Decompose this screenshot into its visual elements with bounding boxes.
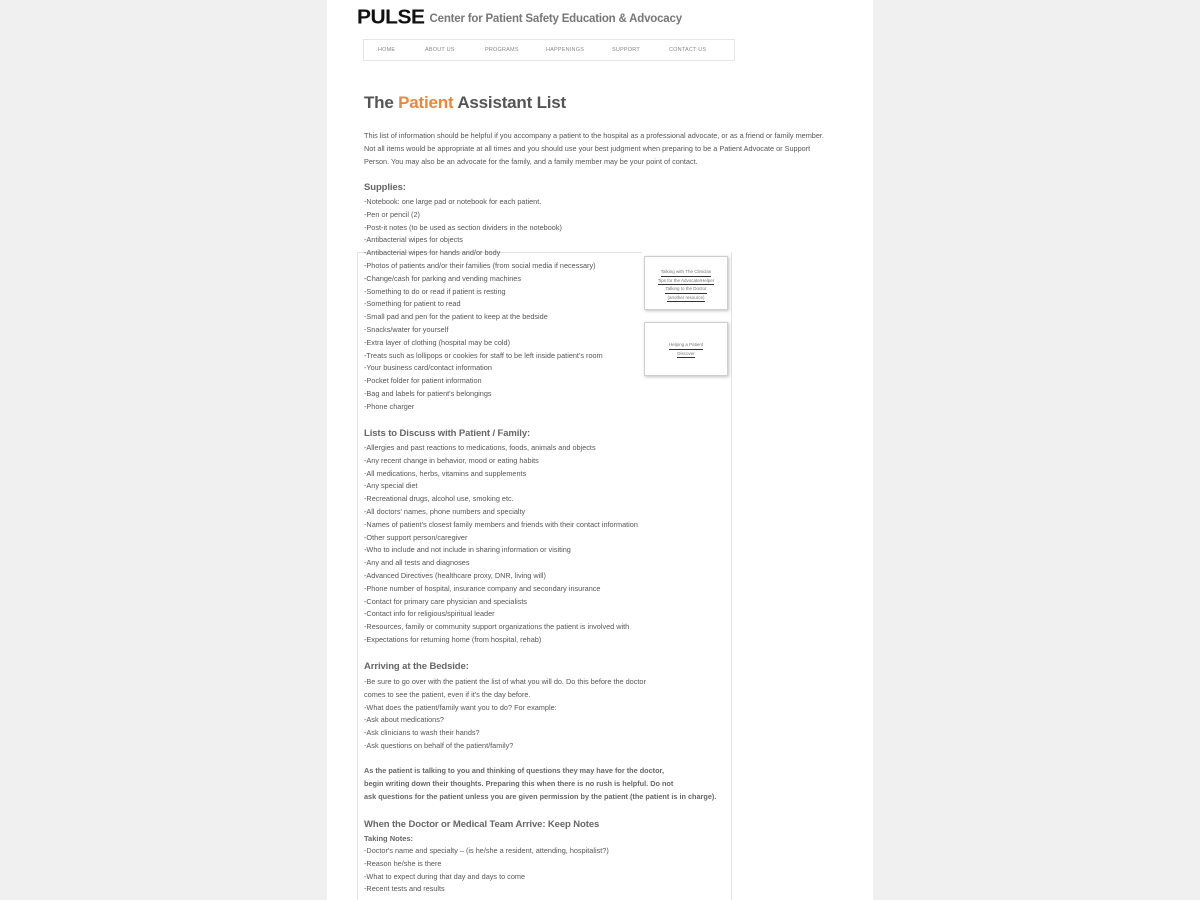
- list-item: -All medications, herbs, vitamins and supplements: [364, 468, 527, 478]
- card1-link-3[interactable]: Talking to the Doctor: [645, 286, 727, 295]
- nav-item-about-us[interactable]: ABOUT US: [425, 47, 455, 53]
- related-link-card-2[interactable]: [644, 322, 728, 376]
- card1-link-2[interactable]: Tips for the Advocate/Helper: [645, 278, 727, 287]
- list-item: -Phone charger: [364, 401, 415, 411]
- discuss-heading: Lists to Discuss with Patient / Family:: [364, 428, 531, 439]
- list-item: -Who to include and not include in sharing information or visiting: [364, 545, 571, 555]
- list-item: -Phone number of hospital, insurance company and secondary insurance: [364, 583, 601, 593]
- list-item: -Photos of patients and/or their families (from social media if necessary): [364, 260, 596, 270]
- list-item: -Ask questions on behalf of the patient/family?: [364, 740, 514, 750]
- list-item: -Change/cash for parking and vending machines: [364, 273, 521, 283]
- list-item: -Advanced Directives (healthcare proxy, DNR, living will): [364, 570, 546, 580]
- list-item: -Ask about medications?: [364, 715, 444, 725]
- bedside-note-line: As the patient is talking to you and thinking of questions they may have for the doctor,: [364, 766, 665, 775]
- doctor-heading: When the Doctor or Medical Team Arrive: Keep Notes: [364, 819, 600, 830]
- supplies-list: [364, 196, 603, 414]
- list-item: -Post-it notes (to be used as section dividers in the notebook): [364, 222, 562, 232]
- list-item: -Pocket folder for patient information: [364, 376, 482, 386]
- list-item: -Bag and labels for patient's belongings: [364, 388, 492, 398]
- list-item: -Recreational drugs, alcohol use, smoking etc.: [364, 494, 514, 504]
- list-item: -Antibacterial wipes for hands and/or body: [364, 248, 501, 258]
- supplies-heading: Supplies:: [364, 182, 406, 193]
- title-part2: Assistant List: [453, 93, 567, 112]
- list-item: -Reason he/she is there: [364, 858, 442, 868]
- list-item: -Allergies and past reactions to medications, foods, animals and objects: [364, 443, 596, 452]
- list-item: -Snacks/water for yourself: [364, 324, 449, 334]
- list-item: -Notebook: one large pad or notebook for each patient.: [364, 197, 542, 206]
- bedside-note-line: begin writing down their thoughts. Preparing this when there is no rush is helpful. Do not: [364, 779, 674, 788]
- list-item: -Any special diet: [364, 481, 418, 491]
- card1-link-4[interactable]: (another resource): [645, 295, 727, 304]
- list-item: -Any and all tests and diagnoses: [364, 558, 470, 568]
- list-item: -Something to do or read if patient is resting: [364, 286, 506, 296]
- list-item: -Expectations for returning home (from hospital, rehab): [364, 634, 542, 644]
- list-item: -Any recent change in behavior, mood or eating habits: [364, 455, 539, 465]
- bedside-note-line: ask questions for the patient unless you are given permission by the patient (the patient is in charge).: [364, 792, 717, 801]
- list-item: comes to see the patient, even if it's the day before.: [364, 689, 531, 699]
- pulse-logo[interactable]: PULSE: [357, 6, 425, 29]
- list-item: -Your business card/contact information: [364, 363, 492, 373]
- discuss-list: [364, 442, 638, 647]
- list-item: -Resources, family or community support organizations the patient is involved with: [364, 622, 630, 632]
- card1-link-1[interactable]: Talking with The Clinician: [645, 269, 727, 278]
- list-item: -Ask clinicians to wash their hands?: [364, 728, 480, 738]
- list-item: -Contact for primary care physician and specialists: [364, 596, 528, 606]
- nav-item-programs[interactable]: PROGRAMS: [485, 47, 519, 53]
- list-item: -Something for patient to read: [364, 299, 461, 309]
- bedside-heading: Arriving at the Bedside:: [364, 661, 469, 672]
- related-link-card-1[interactable]: [644, 256, 728, 310]
- bedside-note: [364, 764, 784, 803]
- site-header: [357, 2, 682, 28]
- list-item: -Be sure to go over with the patient the list of what you will do. Do this before the doctor: [364, 677, 646, 686]
- card2-link-2[interactable]: Discover: [645, 351, 727, 360]
- page-title: [364, 93, 566, 113]
- title-part1: The: [364, 93, 399, 112]
- site-tagline: Center for Patient Safety Education & Advocacy: [429, 13, 682, 25]
- list-item: -Antibacterial wipes for objects: [364, 235, 463, 245]
- list-item: -Extra layer of clothing (hospital may be cold): [364, 337, 511, 347]
- list-item: -Pen or pencil (2): [364, 209, 420, 219]
- nav-item-home[interactable]: HOME: [378, 47, 396, 53]
- bedside-list: [364, 676, 646, 753]
- page-container: [327, 0, 873, 900]
- list-item: -Treats such as lollipops or cookies for staff to be left inside patient's room: [364, 350, 603, 360]
- main-nav: [363, 39, 735, 61]
- list-item: -What does the patient/family want you to do? For example:: [364, 702, 557, 712]
- list-item: -Other support person/caregiver: [364, 532, 468, 542]
- nav-item-contact-us[interactable]: CONTACT US: [669, 47, 707, 53]
- list-item: -Doctor's name and specialty – (is he/she a resident, attending, hospitalist?): [364, 846, 609, 855]
- list-item: -All doctors' names, phone numbers and specialty: [364, 506, 526, 516]
- list-item: -Contact info for religious/spiritual leader: [364, 609, 495, 619]
- list-item: -Small pad and pen for the patient to keep at the bedside: [364, 312, 548, 322]
- list-item: -Names of patient's closest family members and friends with their contact information: [364, 519, 638, 529]
- nav-item-happenings[interactable]: HAPPENINGS: [546, 47, 585, 53]
- taking-notes-subheading: Taking Notes:: [364, 834, 414, 843]
- list-item: -What to expect during that day and days to come: [364, 871, 526, 881]
- list-item: -Recent tests and results: [364, 884, 445, 894]
- intro-paragraph: This list of information should be helpful if you accompany a patient to the hospital as a professional advocate, or as a friend or family member. Not all items would be appropriate at all times and you should use your best judgment when preparing to be a Patient Advocate or Support Person. You may also be an advocate for the family, and a family member may be your point of contact.: [364, 131, 824, 166]
- card2-link-1[interactable]: Helping a Patient: [645, 342, 727, 351]
- nav-item-support[interactable]: SUPPORT: [612, 47, 640, 53]
- doctor-list: [364, 845, 609, 896]
- title-accent: Patient: [398, 93, 454, 112]
